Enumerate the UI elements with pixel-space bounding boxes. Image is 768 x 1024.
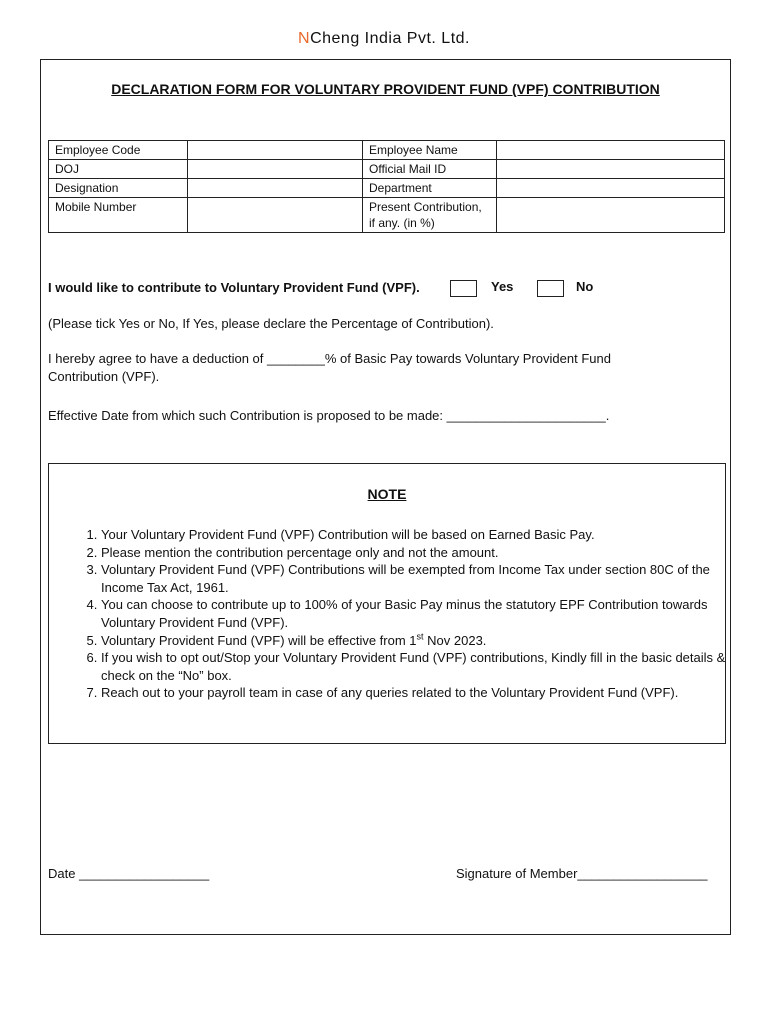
employee-name-label: Employee Name [363, 141, 497, 160]
list-item: 6. If you wish to opt out/Stop your Voluntary Provident Fund (VPF) contributions, Kindly fill in the basic details & check on the “No” box. [101, 649, 741, 684]
present-contribution-line1: Present Contribution, [369, 200, 482, 214]
effective-date-text: Effective Date from which such Contribution is proposed to be made: ______________________. [48, 408, 610, 423]
employee-code-label: Employee Code [49, 141, 188, 160]
yes-label: Yes [491, 279, 514, 294]
list-item: 2. Please mention the contribution percentage only and not the amount. [101, 544, 741, 562]
doj-label: DOJ [49, 160, 188, 179]
no-checkbox[interactable] [537, 280, 564, 297]
doj-field[interactable] [188, 160, 363, 179]
designation-label: Designation [49, 179, 188, 198]
instruction-text: (Please tick Yes or No, If Yes, please declare the Percentage of Contribution). [48, 316, 494, 331]
department-label: Department [363, 179, 497, 198]
present-contribution-label [363, 198, 497, 233]
table-row [49, 160, 725, 179]
table-row [49, 198, 725, 233]
list-item: 3. Voluntary Provident Fund (VPF) Contributions will be exempted from Income Tax under section 80C of the Income Tax Act, 1961. [101, 561, 741, 596]
department-field[interactable] [497, 179, 725, 198]
list-item: 1. Your Voluntary Provident Fund (VPF) Contribution will be based on Earned Basic Pay. [101, 526, 741, 544]
list-item [101, 632, 741, 650]
company-initial: N [298, 30, 311, 47]
official-mail-label: Official Mail ID [363, 160, 497, 179]
vpf-question: I would like to contribute to Voluntary Provident Fund (VPF). [48, 280, 420, 295]
present-contribution-field[interactable] [497, 198, 725, 233]
list-item: 7. Reach out to your payroll team in case of any queries related to the Voluntary Provident Fund (VPF). [101, 684, 741, 702]
date-field[interactable]: Date __________________ [48, 866, 210, 881]
list-item: 4. You can choose to contribute up to 100% of your Basic Pay minus the statutory EPF Contribution towards Voluntary Provident Fund (VPF). [101, 596, 741, 631]
form-title: DECLARATION FORM FOR VOLUNTARY PROVIDENT FUND (VPF) CONTRIBUTION [111, 81, 660, 97]
agreement-line1: I hereby agree to have a deduction of ________% of Basic Pay towards Voluntary Provident Fund [48, 351, 611, 366]
company-name-rest: Cheng India Pvt. Ltd. [310, 30, 470, 47]
mobile-number-field[interactable] [188, 198, 363, 233]
note-title: NOTE [367, 486, 407, 502]
yes-checkbox[interactable] [450, 280, 477, 297]
employee-details-table [48, 140, 725, 233]
mobile-number-label: Mobile Number [49, 198, 188, 233]
table-row [49, 179, 725, 198]
designation-field[interactable] [188, 179, 363, 198]
no-label: No [576, 279, 594, 294]
employee-name-field[interactable] [497, 141, 725, 160]
table-row [49, 141, 725, 160]
employee-code-field[interactable] [188, 141, 363, 160]
agreement-line2: Contribution (VPF). [48, 369, 160, 384]
note5-superscript: st [416, 631, 424, 642]
note5-suffix: Nov 2023. [423, 632, 487, 648]
note5-prefix: Voluntary Provident Fund (VPF) will be effective from 1 [101, 632, 417, 648]
company-name [0, 30, 768, 48]
official-mail-field[interactable] [497, 160, 725, 179]
signature-field[interactable]: Signature of Member__________________ [456, 866, 708, 881]
agreement-text [48, 350, 728, 386]
present-contribution-line2: if any. (in %) [369, 216, 435, 230]
note-list [70, 526, 741, 702]
